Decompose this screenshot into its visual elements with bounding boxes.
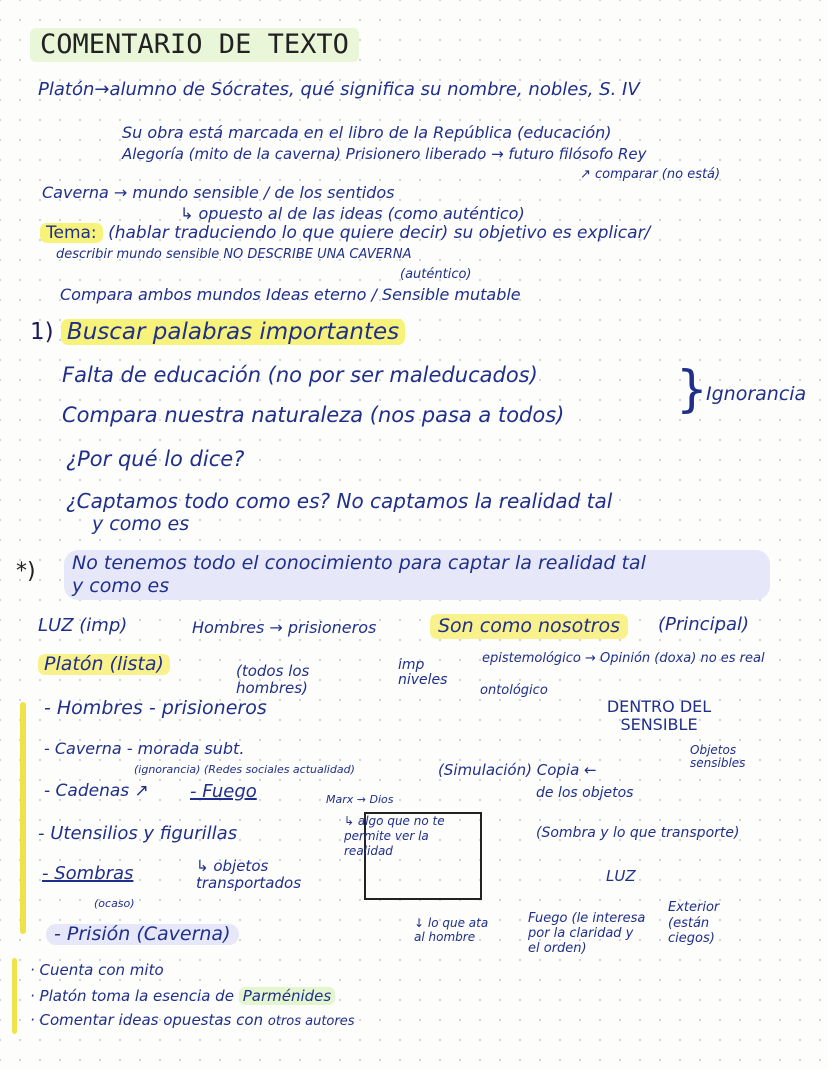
lista-item-objetos: ↳ objetos transportados xyxy=(196,857,302,892)
lista-item-sombras: - Sombras xyxy=(42,863,134,884)
son-como-nosotros: Son como nosotros xyxy=(430,614,628,639)
intro-line-2: Su obra está marcada en el libro de la República (educación) xyxy=(122,123,612,142)
section1-bullet-2: Compara nuestra naturaleza (nos pasa a todos) xyxy=(62,403,565,427)
star-mark: *) xyxy=(16,559,36,584)
intro-line-5: ↳ opuesto al de las ideas (como auténtico) xyxy=(180,204,525,223)
tema-text: (hablar traduciendo lo que quiere decir) su objetivo es explicar/ xyxy=(108,223,651,243)
footer-line-1: · Cuenta con mito xyxy=(30,961,164,979)
section1-number: 1) xyxy=(30,319,54,345)
star-note-line-2: y como es xyxy=(72,575,170,597)
lista-title: Platón (lista) xyxy=(38,654,170,675)
fuego-right: Fuego (le interesa por la claridad y el orden) xyxy=(528,911,646,956)
lista-item-marx: Marx → Dios xyxy=(326,793,394,806)
lista-item-fuego: - Fuego xyxy=(190,781,257,802)
section1-heading xyxy=(30,320,405,345)
imp-niveles: imp niveles xyxy=(398,657,448,689)
lista-item-utensilios: - Utensilios y figurillas xyxy=(38,823,238,844)
realidad-box-text: ↳ algo que no te permite ver la realidad xyxy=(344,814,445,858)
lista-item-hombres: - Hombres - prisioneros xyxy=(44,697,267,719)
tema-label: Tema: xyxy=(40,223,103,243)
todos-hombres: (todos los hombres) xyxy=(236,662,310,697)
exterior-right: Exterior (están ciegos) xyxy=(668,900,720,947)
ignorancia-brace: } xyxy=(676,360,708,418)
luz-right: LUZ xyxy=(606,867,636,885)
lista-item-caverna: - Caverna - morada subt. xyxy=(44,739,245,758)
page-title-text: COMENTARIO DE TEXTO xyxy=(40,29,349,60)
footer-line-3 xyxy=(30,1012,355,1029)
page-title xyxy=(30,28,359,62)
intro-line-3b: ↗ comparar (no está) xyxy=(580,167,721,182)
lista-brace xyxy=(20,702,26,934)
intro-line-4: Caverna → mundo sensible / de los sentidos xyxy=(42,183,395,202)
intro-line-8: Compara ambos mundos Ideas eterno / Sensible mutable xyxy=(60,285,521,304)
footer-line-2a: · Platón toma la esencia de xyxy=(30,987,234,1005)
ata-hombre: ↓ lo que ata al hombre xyxy=(414,916,489,945)
section1-bullet-4b: y como es xyxy=(92,513,190,535)
section1-title: Buscar palabras importantes xyxy=(61,319,405,345)
hombres-prisioneros: Hombres → prisioneros xyxy=(192,618,377,637)
footer-brace xyxy=(12,958,17,1034)
intro-line-7: describir mundo sensible NO DESCRIBE UNA CAVERNA xyxy=(56,247,412,262)
intro-line-8a: (auténtico) xyxy=(400,267,472,282)
intro-line-1: Platón→alumno de Sócrates, qué significa su nombre, nobles, S. IV xyxy=(38,79,640,100)
principal-label: (Principal) xyxy=(658,614,750,635)
section1-bullet-4: ¿Captamos todo como es? No captamos la realidad tal xyxy=(66,489,613,513)
simulacion-copia: (Simulación) Copia ← xyxy=(438,761,597,779)
lista-item-cadenas: - Cadenas ↗ xyxy=(44,781,149,801)
dentro-sensible: DENTRO DEL SENSIBLE xyxy=(606,697,712,734)
sombra-transporte: (Sombra y lo que transporte) xyxy=(536,825,740,841)
ontologico: ontológico xyxy=(480,683,548,698)
objetos-sensibles: Objetos sensibles xyxy=(690,743,746,771)
tema-line xyxy=(40,224,650,243)
intro-line-3: Alegoría (mito de la caverna) Prisionero liberado → futuro filósofo Rey xyxy=(122,145,647,163)
section1-bullet-3: ¿Por qué lo dice? xyxy=(66,447,245,471)
footer-parmenides: Parménides xyxy=(239,987,335,1005)
footer-line-2 xyxy=(30,988,335,1005)
copia-sub: de los objetos xyxy=(536,785,634,801)
section1-bullet-1: Falta de educación (no por ser maleducados) xyxy=(62,363,538,387)
epistemologico: epistemológico → Opinión (doxa) no es real xyxy=(482,651,765,666)
lista-item-sombras-sub: (ocaso) xyxy=(94,897,135,910)
star-note-line-1: No tenemos todo el conocimiento para captar la realidad tal xyxy=(72,552,646,574)
ignorancia-label: Ignorancia xyxy=(706,383,807,405)
lista-item-ignorancia: (ignorancia) (Redes sociales actualidad) xyxy=(134,763,355,776)
lista-item-prision: - Prisión (Caverna) xyxy=(46,924,239,945)
footer-line-3a: · Comentar ideas opuestas con xyxy=(30,1011,264,1029)
footer-otros: otros autores xyxy=(267,1014,355,1029)
luz-label: LUZ (imp) xyxy=(38,615,128,636)
